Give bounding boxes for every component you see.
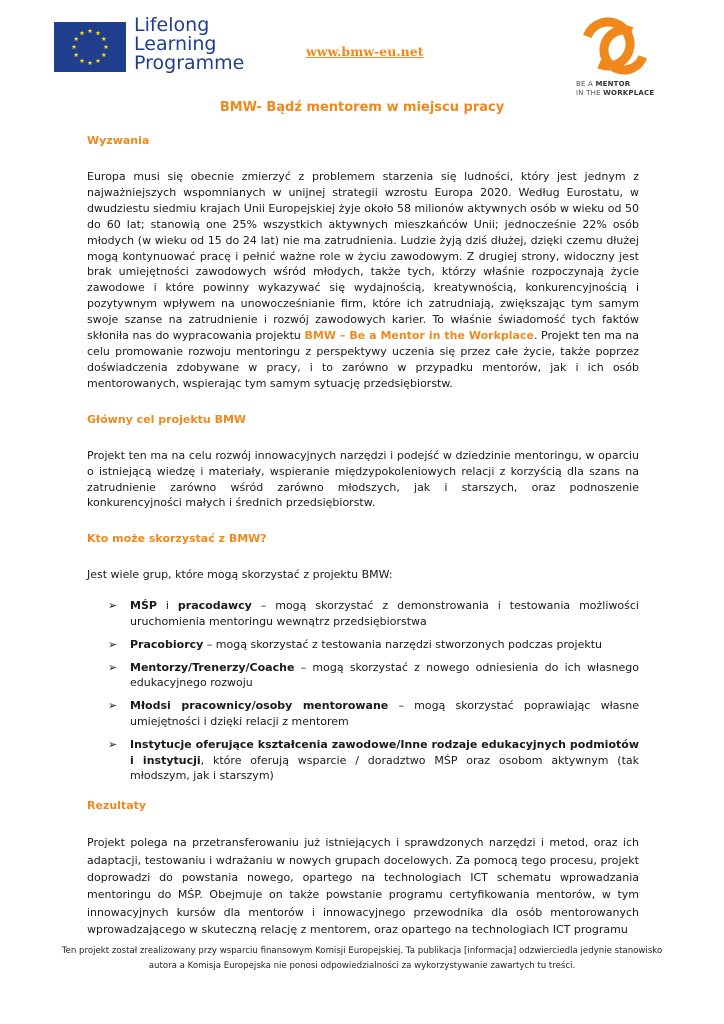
document-body <box>87 134 639 939</box>
arrow-bullet-icon: ➢ <box>108 599 118 613</box>
lifelong-learning-programme-title: Lifelong Learning Programme <box>134 14 245 74</box>
results-paragraph: Projekt polega na przetransferowaniu już istniejących i sprawdzonych narzędzi i metod, oraz ich adaptacji, testowaniu i wdrażaniu w nowych grupach docelowych. Za pomocą tego procesu, projekt doprowadzi do powstania nowego, opartego na technologiach ICT schematu wprowadzania mentoringu do MŚP. Obejmuje on także powstanie programu certyfikowania mentorów, w tym innowacyjnych kursów dla mentorów i innowacyjnego przewodnika dla osób mentorowanych wprowadzającego w skuteczną relację z mentorem, oraz opartego na technologiach ICT programu <box>87 836 639 937</box>
list-item: ➢ Pracobiorcy – mogą skorzystać z testowania narzędzi stworzonych podczas projektu <box>108 637 603 651</box>
challenges-paragraph: Europa musi się obecnie zmierzyć z problemem starzenia się ludności, który jest jednym z najważniejszych wspomnianych w unijnej strategii wzrostu Europa 2020. Według Eurostatu, w dwudziestu siedmiu krajach Unii Europejskiej żyje około 58 milionów aktywnych osób w wieku od 50 do 60 lat; stanowią one 25% wszystkich aktywnych mieszkańców Unii; jednocześnie 22% osób młodych (w wieku od 15 do 24 lat) nie ma zatrudnienia. Ludzie żyją dziś dłużej, dzięki czemu dłużej mogą kontynuować pracę i pełnić ważne role w życiu zawodowym. Z drugiej strony, widoczny jest brak umiejętności zawodowych wśród młodych, także tych, którzy właśnie rozpoczynają życie zawodowe i które powinny wykazywać się wydajnością, kreatywnością, konkurencyjnością i pozytywnym wpływem na unowocześnianie firm, które ich zatrudniają, zwiększając tym samym swoje szanse na zatrudnienie i rozwój zawodowych karier. To właśnie świadomość tych faktów skłoniła nas do wypracowania projektu BMW – Be a Mentor in the Workplace. Projekt ten ma na celu promowanie rozwoju mentoringu z perspektywy uczenia się przez całe życie, także poprzez doświadczenia zdobywane w pracy, i to zarówno w przypadku mentorów, jak i ich osób mentorowanych, wspierając tym samym sytuację przedsiębiorstw. <box>87 170 640 390</box>
arrow-bullet-icon: ➢ <box>108 660 118 674</box>
arrow-bullet-icon: ➢ <box>108 737 118 751</box>
goal-paragraph: Projekt ten ma na celu rozwój innowacyjnych narzędzi i podejść w dziedzinie mentoringu, w oparciu o istniejącą wiedzę i materiały, wspieranie międzypokoleniowych relacji z korzyścią dla szans na zatrudnienie zarówno wśród zarówno młodszych, jak i starszych, oraz podnoszenie konkurencyjności małych i średnich przedsiębiorstw. <box>87 448 639 510</box>
project-name-highlight: BMW – Be a Mentor in the Workplace <box>304 329 534 343</box>
website-link[interactable]: www.bmw-eu.net <box>306 44 424 59</box>
page-footer <box>40 944 684 974</box>
list-item: ➢ MŚP i pracodawcy – mogą skorzystać z demonstrowania i testowania możliwości uruchomienia mentoringu wewnątrz przedsiębiorstwa <box>108 599 639 629</box>
arrow-bullet-icon: ➢ <box>108 637 118 651</box>
eu-flag-logo <box>54 22 126 72</box>
footer-disclaimer-line-1: Ten projekt został zrealizowany przy wsparciu finansowym Komisji Europejskiej. Ta publikacja [informacja] odzwierciedla jedynie stanowisko <box>61 946 663 956</box>
results-heading: Rezultaty <box>87 799 147 813</box>
list-item: ➢ Młodsi pracownicy/osoby mentorowane – mogą skorzystać poprawiając własne umiejętności i dzięki relacji z mentorem <box>108 699 639 728</box>
arrow-bullet-icon: ➢ <box>108 699 118 713</box>
beneficiaries-list <box>87 598 639 784</box>
page-header <box>0 0 724 100</box>
beneficiaries-intro: Jest wiele grup, które mogą skorzystać z projektu BMW: <box>87 568 393 582</box>
bmw-logo-tagline: BE A MENTOR IN THE WORKPLACE <box>576 80 655 97</box>
document-title: BMW- Bądź mentorem w miejscu pracy <box>219 100 505 115</box>
challenges-heading: Wyzwania <box>87 134 150 147</box>
list-item: ➢ Mentorzy/Trenerzy/Coache – mogą skorzystać z nowego odniesienia do ich własnego edukacyjnego rozwoju <box>108 660 639 690</box>
goal-heading: Główny cel projektu BMW <box>87 412 247 426</box>
list-item: ➢ Instytucje oferujące kształcenia zawodowe/Inne rodzaje edukacyjnych podmiotów i instytucji, które oferują wsparcie / doradztwo MŚP oraz osobom aktywnym (tak młodszym, jak i starszym) <box>108 737 639 783</box>
beneficiaries-heading: Kto może skorzystać z BMW? <box>87 532 267 546</box>
footer-disclaimer-line-2: autora a Komisja Europejska nie ponosi odpowiedzialności za wykorzystywanie zawartych tu treści. <box>148 961 576 971</box>
